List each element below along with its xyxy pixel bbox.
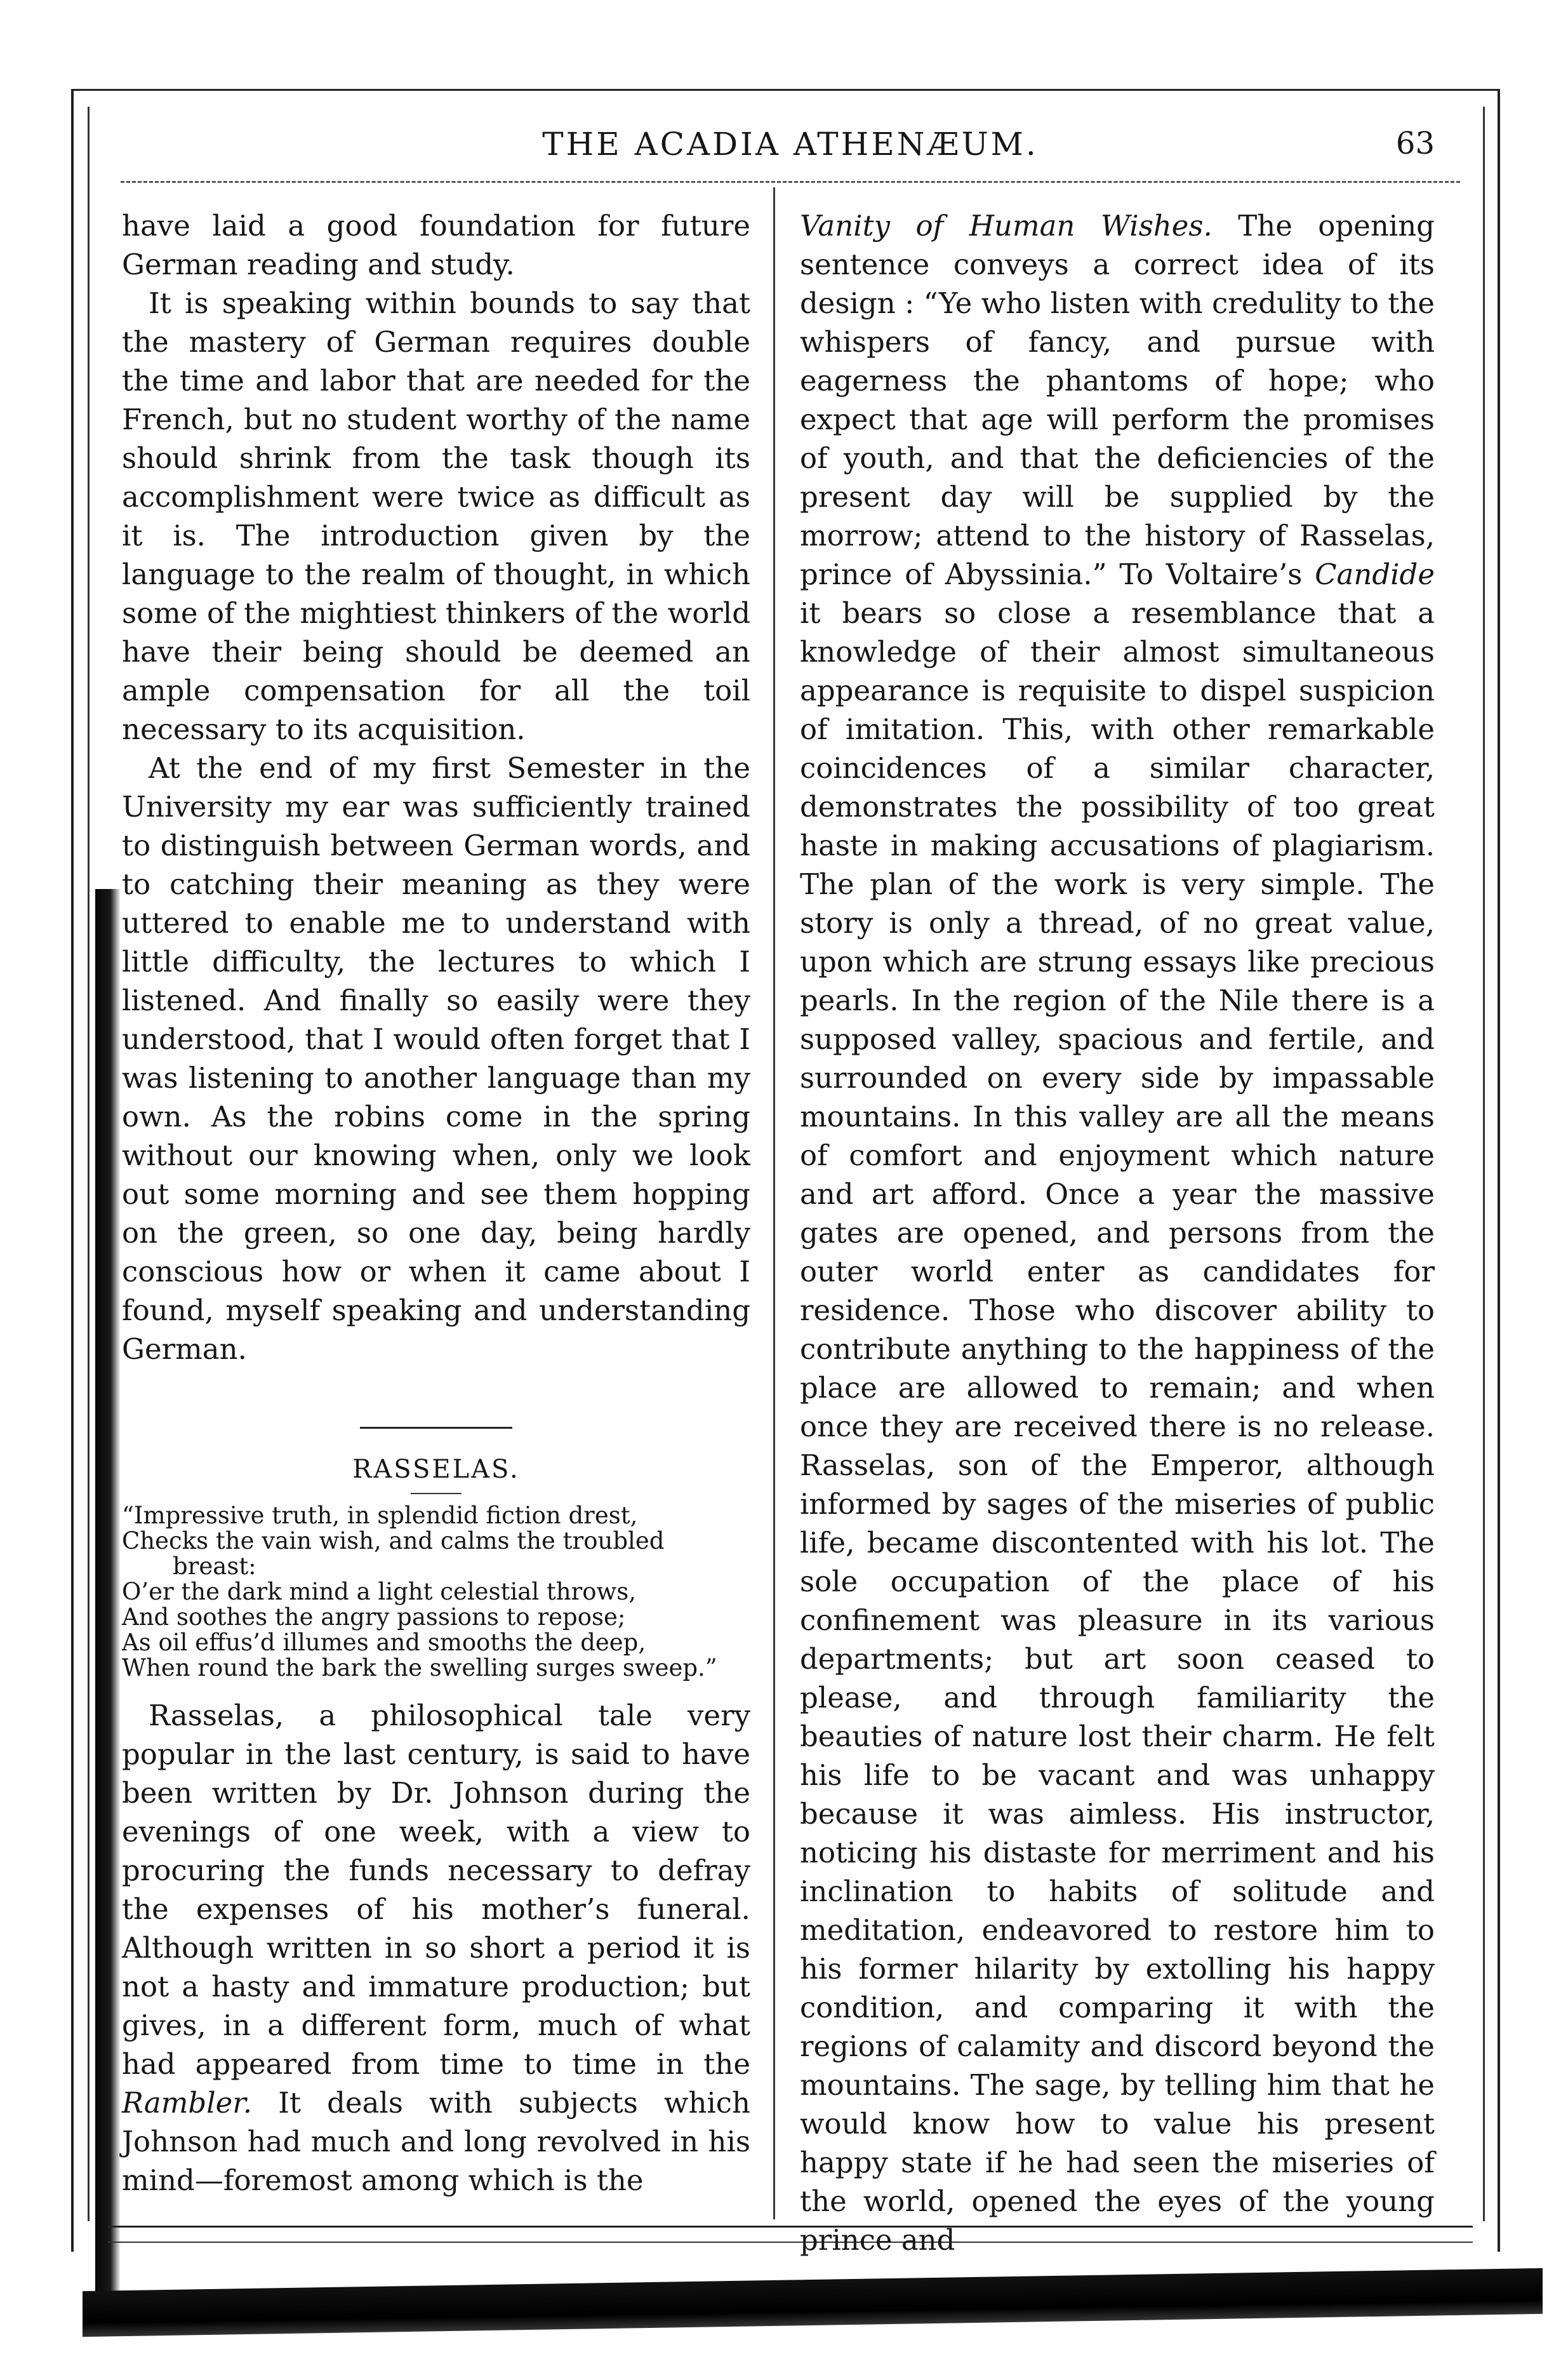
binding-shadow [95, 889, 121, 2318]
paragraph [800, 206, 1435, 2259]
poem-line: And soothes the angry passions to repose; [122, 1603, 626, 1631]
paragraph-text: The opening sentence conveys a correct idea of its design : “Ye who listen with credulity to the whispers of fancy, and pursue with eagerness the phantoms of hope; who expect that age will perform the promises of youth, and that the deficiencies of the present day will be supplied by the morrow; attend to the history of Rasselas, prince of Abyssinia.” To Voltaire’s [800, 209, 1435, 591]
paragraph [122, 1696, 750, 2200]
poem-line: breast: [173, 1553, 256, 1580]
right-column [800, 206, 1435, 2259]
poem-line: “Impressive truth, in splendid fiction drest, [122, 1502, 638, 1529]
column-divider [773, 187, 775, 2219]
paragraph-text: Rasselas, a philosophical tale very popular in the last century, is said to have been written by Dr. Johnson during the evenings of one week, with a view to procuring the funds necessary to defray the expenses of his mother’s funeral. Although written in so short a period it is not a hasty and immature production; but gives, in a different form, much of what had appeared from time to time in the [122, 1699, 750, 2081]
poem-line: Checks the vain wish, and calms the troubled [122, 1527, 665, 1554]
scan-edge-shadow [83, 2268, 1543, 2337]
section-divider [360, 1427, 512, 1429]
paragraph-text: it bears so close a resemblance that a knowledge of their almost simultaneous appearance is requisite to dispel suspicion of imitation. This, with other remarkable coincidences of a similar character, demonstrates the possibility of too great haste in making accusations of plagiarism. The plan of the work is very simple. The story is only a thread, of no great value, upon which are strung essays like precious pearls. In the region of the Nile there is a supposed valley, spacious and fertile, and surrounded on every side by impassable mountains. In this valley are all the means of comfort and enjoyment which nature and art afford. Once a year the massive gates are opened, and persons from the outer world enter as candidates for residence. Those who discover ability to contribute anything to the happiness of the place are allowed to remain; and when once they are received there is no release. Rasselas, son of the Emperor, although informed by sages of the miseries of public life, became discontented with his lot. The sole occupation of the place of his confinement was pleasure in its various departments; but art soon ceased to please, and through familiarity the beauties of nature lost their charm. He felt his life to be vacant and was unhappy because it was aimless. His instructor, noticing his distaste for merriment and his inclination to habits of solitude and meditation, endeavored to restore him to his former hilarity by extolling his happy condition, and comparing it with the regions of calamity and discord beyond the mountains. The sage, by telling him that he would know how to value his present happy state if he had seen the miseries of the world, opened the eyes of the young prince and [800, 596, 1435, 2257]
paragraph: At the end of my first Semester in the University my ear was sufficiently trained to distinguish between German words, and to catching their meaning as they were uttered to enable me to understand with little difficulty, the lectures to which I listened. And finally so easily were they understood, that I would often forget that I was listening to another language than my own. As the robins come in the spring without our knowing when, only we look out some morning and see them hopping on the green, so one day, being hardly conscious how or when it came about I found, myself speaking and understanding German. [122, 751, 750, 1366]
paragraph-text: It deals with subjects which Johnson had much and long revolved in his mind—foremost among which is the [122, 2086, 750, 2197]
paragraph: have laid a good foundation for future German reading and study. [122, 209, 750, 281]
header-rule [121, 181, 1460, 183]
italic-title: Vanity of Human Wishes. [800, 209, 1213, 243]
poem-line: As oil effus’d illumes and smooths the deep, [122, 1629, 646, 1656]
poem-line: O’er the dark mind a light celestial throws, [122, 1578, 637, 1605]
title-underline [411, 1493, 462, 1494]
left-column [122, 206, 750, 2200]
poem-line: When round the bark the swelling surges sweep.” [122, 1654, 717, 1681]
epigraph-poem [122, 1503, 750, 1681]
page-header [121, 121, 1460, 171]
italic-title: Rambler. [122, 2086, 253, 2120]
section-title: RASSELAS. [352, 1455, 520, 1484]
italic-title: Candide [1315, 558, 1435, 591]
paragraph: It is speaking within bounds to say that the mastery of German requires double the time and labor that are needed for the French, but no student worthy of the name should shrink from the task though its accomplishment were twice as difficult as it is. The introduction given by the language to the realm of thought, in which some of the mightiest thinkers of the world have their being should be deemed an ample compensation for all the toil necessary to its acquisition. [122, 286, 750, 746]
page-number: 63 [1395, 126, 1435, 161]
running-head: THE ACADIA ATHENÆUM. [542, 126, 1039, 163]
